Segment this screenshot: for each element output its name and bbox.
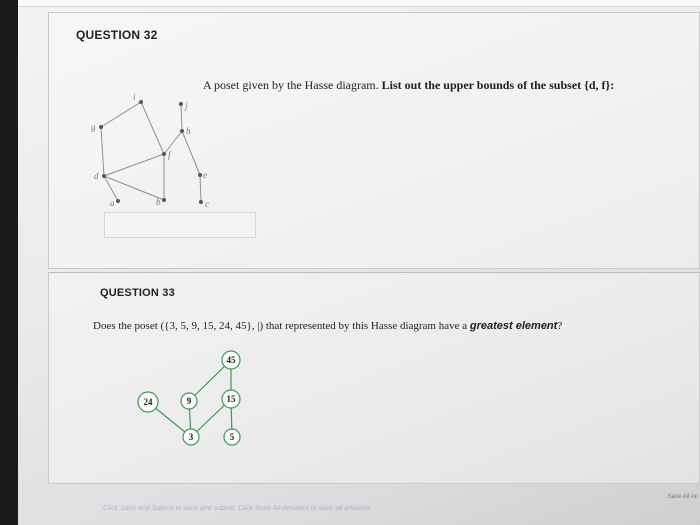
hasse-diagram-q32 — [78, 80, 228, 215]
node-i — [139, 100, 143, 104]
edge-i-f — [141, 102, 164, 154]
edge-h-e — [182, 131, 200, 175]
edge-e-c — [200, 175, 201, 202]
question-33-prompt — [93, 320, 562, 332]
question-33-prompt-emph: greatest element — [469, 320, 558, 332]
node-9-label: 9 — [186, 396, 192, 406]
label-j: j — [185, 101, 188, 111]
node-24-label: 24 — [143, 397, 153, 407]
label-f: f — [168, 150, 171, 160]
edge-i-g — [101, 102, 141, 127]
question-32-prompt — [203, 78, 614, 93]
node-j — [179, 102, 183, 106]
node-15-label: 15 — [226, 394, 236, 404]
node-d — [102, 174, 106, 178]
edge-j-h — [181, 104, 182, 131]
node-c — [199, 200, 203, 204]
question-33-prompt-start: Does the poset ({3, 5, 9, 15, 24, 45}, |) that represented by this Hasse diagram have a — [93, 320, 468, 332]
hasse-diagram-q33 — [128, 340, 268, 455]
label-e: e — [203, 170, 207, 180]
label-i: i — [133, 92, 136, 102]
save-all-answers-button[interactable]: Save All An — [667, 494, 698, 500]
label-h: h — [186, 126, 191, 136]
node-b — [162, 198, 166, 202]
question-32-title: QUESTION 32 — [76, 28, 158, 42]
label-a: a — [110, 198, 115, 208]
node-3-label: 3 — [188, 432, 194, 442]
edge-f-d — [104, 154, 164, 176]
footer-instructions: Click Save and Submit to save and submit. Click Save All Answers to save all answers. — [102, 505, 373, 512]
label-c: c — [205, 199, 209, 209]
screen — [18, 0, 700, 525]
node-h — [180, 129, 184, 133]
node-a — [116, 199, 120, 203]
label-b: b — [156, 197, 161, 207]
edge-h-f — [164, 131, 182, 154]
node-g — [99, 125, 103, 129]
top-edge — [18, 0, 700, 7]
node-e — [198, 173, 202, 177]
label-d: d — [94, 171, 99, 181]
question-33-prompt-end: ? — [557, 320, 563, 332]
node-45-label: 45 — [226, 355, 236, 365]
question-32-prompt-plain: A poset given by the Hasse diagram. — [203, 78, 379, 92]
question-33-title: QUESTION 33 — [100, 287, 175, 299]
edge-g-d — [101, 127, 104, 176]
node-f — [162, 152, 166, 156]
label-g: g — [91, 122, 96, 132]
node-5-label: 5 — [229, 432, 235, 442]
edge-d-b — [104, 176, 164, 200]
question-32-prompt-bold: List out the upper bounds of the subset {d, f}: — [381, 78, 615, 92]
answer-input-q32[interactable] — [104, 212, 256, 238]
